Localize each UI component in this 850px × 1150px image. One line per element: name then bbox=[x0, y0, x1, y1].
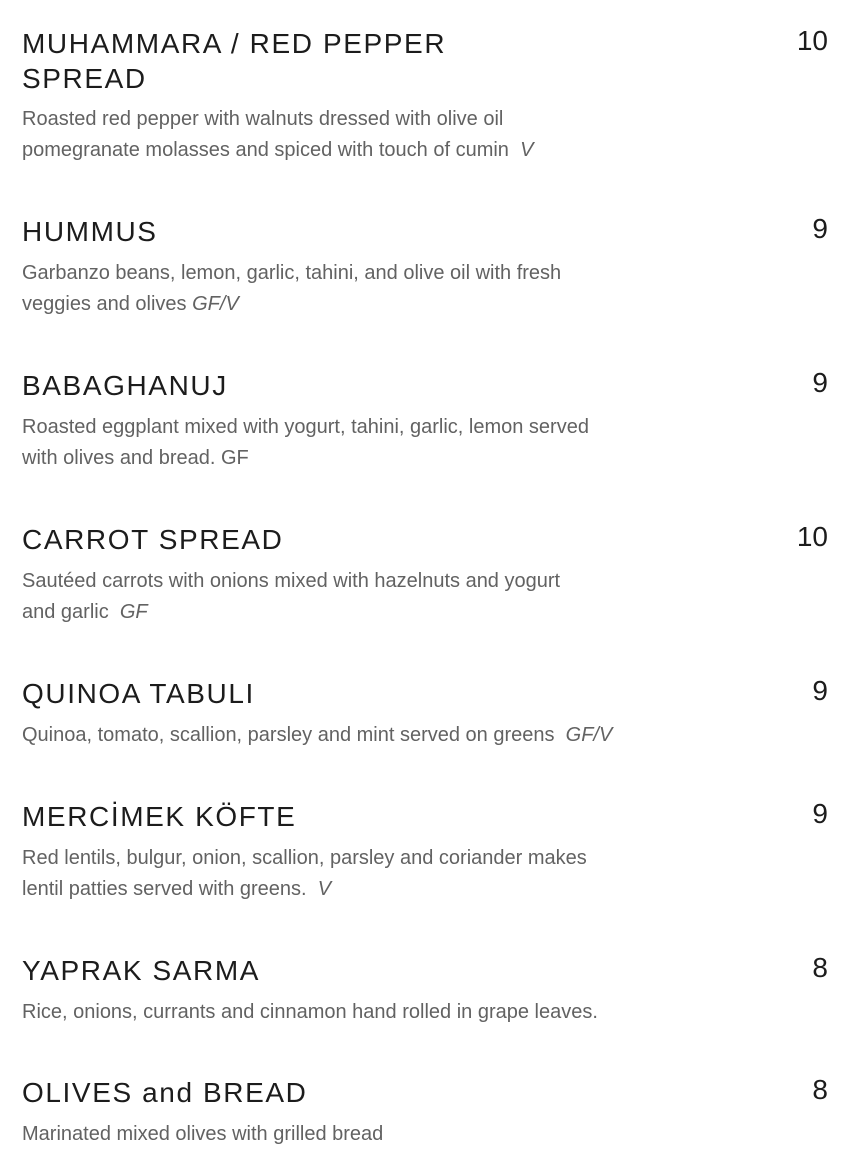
menu-item-description: Red lentils, bulgur, onion, scallion, parsley and coriander makes lentil patties served with greens. V bbox=[22, 847, 587, 900]
dietary-tag: V bbox=[520, 139, 534, 161]
menu-item-description: Garbanzo beans, lemon, garlic, tahini, and olive oil with fresh veggies and olives GF/V bbox=[22, 262, 562, 315]
menu-item-name: HUMMUS bbox=[22, 216, 158, 247]
menu-item-description: Quinoa, tomato, scallion, parsley and mint served on greens GF/V bbox=[22, 724, 613, 746]
menu-item-price: 8 bbox=[812, 1074, 828, 1105]
menu-item-price: 10 bbox=[796, 25, 828, 56]
menu-item-price: 9 bbox=[812, 367, 828, 398]
menu-item-name: BABAGHANUJ bbox=[22, 370, 228, 401]
menu-item-price: 10 bbox=[796, 521, 828, 552]
menu-item-description: Roasted eggplant mixed with yogurt, tahini, garlic, lemon served with olives and bread. GF bbox=[22, 416, 589, 469]
menu-item-name: CARROT SPREAD bbox=[22, 524, 284, 555]
menu-item-name: MUHAMMARA / RED PEPPER SPREAD bbox=[22, 28, 447, 94]
menu-item-description: Marinated mixed olives with grilled bread bbox=[22, 1123, 384, 1145]
menu-item-name: YAPRAK SARMA bbox=[22, 955, 261, 986]
menu-item-price: 9 bbox=[812, 798, 828, 829]
menu-item-price: 8 bbox=[812, 952, 828, 983]
menu-item-name: MERCİMEK KÖFTE bbox=[22, 801, 297, 832]
menu-item-name: QUINOA TABULI bbox=[22, 678, 255, 709]
dietary-tag: GF bbox=[119, 601, 148, 623]
menu-item-description: Roasted red pepper with walnuts dressed with olive oil pomegranate molasses and spiced with touch of cumin V bbox=[22, 108, 534, 161]
menu-item-description: Sautéed carrots with onions mixed with hazelnuts and yogurt and garlic GF bbox=[22, 570, 561, 623]
menu-item-name: OLIVES and BREAD bbox=[22, 1077, 308, 1108]
menu-item-description: Rice, onions, currants and cinnamon hand rolled in grape leaves. bbox=[22, 1001, 598, 1023]
dietary-tag: V bbox=[317, 878, 332, 900]
dietary-tag: GF/V bbox=[565, 724, 613, 746]
dietary-tag: GF/V bbox=[192, 293, 239, 315]
menu-item-price: 9 bbox=[812, 213, 828, 244]
menu-item-price: 9 bbox=[812, 675, 828, 706]
